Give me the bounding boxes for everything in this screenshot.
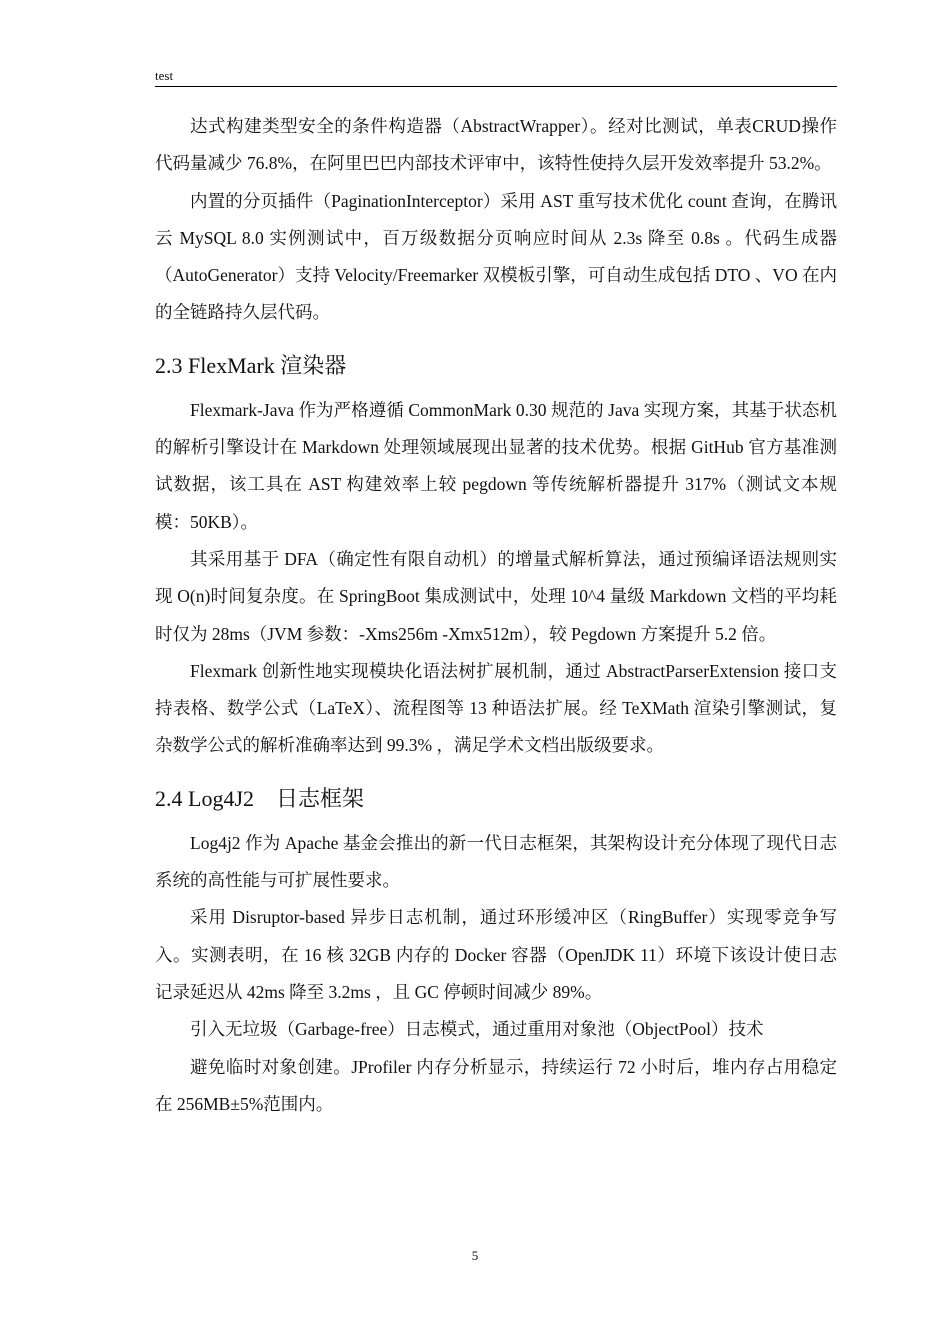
paragraph: 内置的分页插件（PaginationInterceptor）采用 AST 重写技术优化 count 查询，在腾讯云 MySQL 8.0 实例测试中，百万级数据分页响应时间从 2.3s 降至 0.8s 。代码生成器（AutoGenerator）支持 Velocity/Freemarker 双模板引擎，可自动生成包括 DTO 、VO 在内的全链路持久层代码。: [155, 190, 837, 323]
paragraph: 达式构建类型安全的条件构造器（AbstractWrapper）。经对比测试，单表CRUD操作代码量减少 76.8%，在阿里巴巴内部技术评审中，该特性使持久层开发效率提升 53.2%。: [155, 116, 837, 174]
section-heading-log4j2: 2.4 Log4J2 日志框架: [155, 785, 365, 811]
section-heading-flexmark: 2.3 FlexMark 渲染器: [155, 352, 347, 378]
paragraph: 采用 Disruptor-based 异步日志机制，通过环形缓冲区（RingBuffer）实现零竞争写入。实测表明，在 16 核 32GB 内存的 Docker 容器（OpenJDK 11）环境下该设计使日志记录延迟从 42ms 降至 3.2ms ，且 GC 停顿时间减少 89%。: [155, 907, 837, 1002]
paragraph: Flexmark 创新性地实现模块化语法树扩展机制，通过 AbstractParserExtension 接口支持表格、数学公式（LaTeX）、流程图等 13 种语法扩展。经 TeXMath 渲染引擎测试，复杂数学公式的解析准确率达到 99.3% ，满足学术文档出版级要求。: [155, 660, 837, 756]
body-text: [155, 108, 837, 1123]
paragraph: 避免临时对象创建。JProfiler 内存分析显示，持续运行 72 小时后，堆内存占用稳定在 256MB±5%范围内。: [155, 1056, 837, 1114]
running-header: test: [155, 68, 837, 87]
paragraph: 引入无垃圾（Garbage-free）日志模式，通过重用对象池（ObjectPool）技术: [190, 1019, 764, 1040]
paragraph: Flexmark-Java 作为严格遵循 CommonMark 0.30 规范的 Java 实现方案，其基于状态机的解析引擎设计在 Markdown 处理领域展现出显著的技术优势。根据 GitHub 官方基准测试数据，该工具在 AST 构建效率上较 pegdown 等传统解析器提升 317%（测试文本规模：50KB）。: [155, 399, 837, 532]
paragraph: 其采用基于 DFA（确定性有限自动机）的增量式解析算法，通过预编译语法规则实现 O(n)时间复杂度。在 SpringBoot 集成测试中，处理 10^4 量级 Markdown 文档的平均耗时仅为 28ms（JVM 参数：-Xms256m -Xmx512m），较 Pegdown 方案提升 5.2 倍。: [155, 548, 837, 644]
paragraph: Log4j2 作为 Apache 基金会推出的新一代日志框架，其架构设计充分体现了现代日志系统的高性能与可扩展性要求。: [155, 832, 837, 891]
page-number: 5: [471, 1248, 479, 1263]
